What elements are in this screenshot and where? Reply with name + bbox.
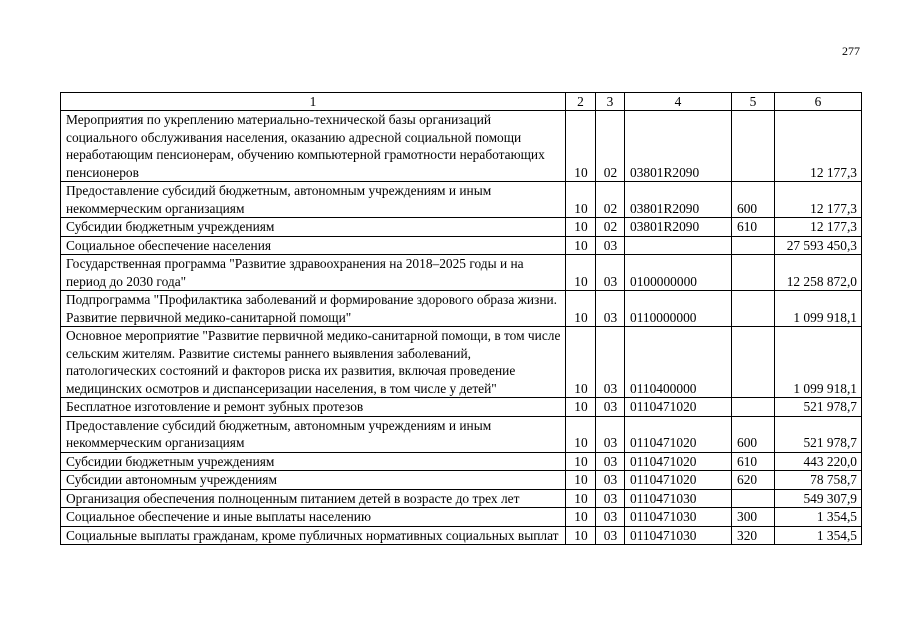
row-code: 0100000000 bbox=[625, 255, 732, 291]
row-type bbox=[732, 291, 775, 327]
table-row bbox=[61, 291, 862, 327]
row-amount: 1 099 918,1 bbox=[775, 327, 862, 398]
row-name: Бесплатное изготовление и ремонт зубных протезов bbox=[61, 398, 566, 417]
row-code: 0110000000 bbox=[625, 291, 732, 327]
row-name: Социальные выплаты гражданам, кроме публичных нормативных социальных выплат bbox=[61, 526, 566, 545]
row-code: 0110471020 bbox=[625, 398, 732, 417]
row-code: 0110400000 bbox=[625, 327, 732, 398]
row-section: 10 bbox=[566, 111, 596, 182]
row-amount: 549 307,9 bbox=[775, 489, 862, 508]
row-section: 10 bbox=[566, 471, 596, 490]
row-type: 600 bbox=[732, 182, 775, 218]
row-section: 10 bbox=[566, 452, 596, 471]
table-row bbox=[61, 416, 862, 452]
header-cell-subsection: 3 bbox=[596, 93, 625, 111]
header-cell-section: 2 bbox=[566, 93, 596, 111]
row-name: Предоставление субсидий бюджетным, автономным учреждениям и иным некоммерческим организациям bbox=[61, 182, 566, 218]
page-number: 277 bbox=[842, 44, 860, 58]
row-code: 0110471020 bbox=[625, 471, 732, 490]
table-row bbox=[61, 508, 862, 527]
row-name: Субсидии бюджетным учреждениям bbox=[61, 218, 566, 237]
table-row bbox=[61, 398, 862, 417]
row-amount: 521 978,7 bbox=[775, 416, 862, 452]
table-header-row bbox=[61, 93, 862, 111]
row-type: 600 bbox=[732, 416, 775, 452]
row-amount: 12 177,3 bbox=[775, 182, 862, 218]
row-subsection: 02 bbox=[596, 111, 625, 182]
row-type bbox=[732, 111, 775, 182]
row-type bbox=[732, 327, 775, 398]
row-section: 10 bbox=[566, 526, 596, 545]
table-row bbox=[61, 218, 862, 237]
row-code: 0110471030 bbox=[625, 489, 732, 508]
row-amount: 12 177,3 bbox=[775, 111, 862, 182]
table-row bbox=[61, 327, 862, 398]
row-type bbox=[732, 255, 775, 291]
row-amount: 12 177,3 bbox=[775, 218, 862, 237]
table-row bbox=[61, 489, 862, 508]
row-name: Предоставление субсидий бюджетным, автономным учреждениям и иным некоммерческим организациям bbox=[61, 416, 566, 452]
row-name: Основное мероприятие "Развитие первичной медико-санитарной помощи, в том числе сельским жителям. Развитие системы раннего выявления заболеваний, патологических состояний и факторов риска их развития, включая проведение медицинских осмотров и диспансеризации населения, в том числе у детей" bbox=[61, 327, 566, 398]
row-type: 610 bbox=[732, 218, 775, 237]
row-subsection: 03 bbox=[596, 489, 625, 508]
row-amount: 1 099 918,1 bbox=[775, 291, 862, 327]
row-subsection: 03 bbox=[596, 236, 625, 255]
row-section: 10 bbox=[566, 398, 596, 417]
row-code: 0110471030 bbox=[625, 526, 732, 545]
row-section: 10 bbox=[566, 182, 596, 218]
row-type: 300 bbox=[732, 508, 775, 527]
row-subsection: 03 bbox=[596, 291, 625, 327]
row-name: Мероприятия по укреплению материально-технической базы организаций социального обслуживания населения, оказанию адресной социальной помощи неработающим пенсионерам, обучению компьютерной грамотности неработающих пенсионеров bbox=[61, 111, 566, 182]
table-row bbox=[61, 526, 862, 545]
row-section: 10 bbox=[566, 236, 596, 255]
row-amount: 12 258 872,0 bbox=[775, 255, 862, 291]
row-name: Организация обеспечения полноценным питанием детей в возрасте до трех лет bbox=[61, 489, 566, 508]
table-row bbox=[61, 182, 862, 218]
table-row bbox=[61, 111, 862, 182]
row-subsection: 03 bbox=[596, 398, 625, 417]
row-type bbox=[732, 236, 775, 255]
row-subsection: 03 bbox=[596, 416, 625, 452]
row-type: 610 bbox=[732, 452, 775, 471]
budget-table bbox=[60, 92, 862, 545]
row-subsection: 03 bbox=[596, 471, 625, 490]
row-section: 10 bbox=[566, 489, 596, 508]
row-code: 03801R2090 bbox=[625, 218, 732, 237]
row-subsection: 03 bbox=[596, 508, 625, 527]
row-subsection: 03 bbox=[596, 255, 625, 291]
row-subsection: 02 bbox=[596, 218, 625, 237]
row-section: 10 bbox=[566, 291, 596, 327]
row-subsection: 03 bbox=[596, 452, 625, 471]
table-row bbox=[61, 471, 862, 490]
header-cell-code: 4 bbox=[625, 93, 732, 111]
row-section: 10 bbox=[566, 416, 596, 452]
header-cell-type: 5 bbox=[732, 93, 775, 111]
row-subsection: 02 bbox=[596, 182, 625, 218]
table-row bbox=[61, 255, 862, 291]
row-code bbox=[625, 236, 732, 255]
table-row bbox=[61, 236, 862, 255]
row-amount: 27 593 450,3 bbox=[775, 236, 862, 255]
row-section: 10 bbox=[566, 327, 596, 398]
row-name: Социальное обеспечение населения bbox=[61, 236, 566, 255]
header-cell-name: 1 bbox=[61, 93, 566, 111]
row-type: 320 bbox=[732, 526, 775, 545]
row-code: 03801R2090 bbox=[625, 111, 732, 182]
row-name: Государственная программа "Развитие здравоохранения на 2018–2025 годы и на период до 2030 года" bbox=[61, 255, 566, 291]
row-amount: 78 758,7 bbox=[775, 471, 862, 490]
row-code: 0110471020 bbox=[625, 452, 732, 471]
row-type: 620 bbox=[732, 471, 775, 490]
row-amount: 1 354,5 bbox=[775, 526, 862, 545]
row-subsection: 03 bbox=[596, 327, 625, 398]
row-amount: 443 220,0 bbox=[775, 452, 862, 471]
row-amount: 1 354,5 bbox=[775, 508, 862, 527]
header-cell-amount: 6 bbox=[775, 93, 862, 111]
row-section: 10 bbox=[566, 255, 596, 291]
table-row bbox=[61, 452, 862, 471]
row-code: 0110471020 bbox=[625, 416, 732, 452]
row-code: 03801R2090 bbox=[625, 182, 732, 218]
row-subsection: 03 bbox=[596, 526, 625, 545]
row-name: Социальное обеспечение и иные выплаты населению bbox=[61, 508, 566, 527]
row-name: Субсидии бюджетным учреждениям bbox=[61, 452, 566, 471]
row-section: 10 bbox=[566, 218, 596, 237]
row-name: Субсидии автономным учреждениям bbox=[61, 471, 566, 490]
row-type bbox=[732, 489, 775, 508]
row-name: Подпрограмма "Профилактика заболеваний и формирование здорового образа жизни. Развитие первичной медико-санитарной помощи" bbox=[61, 291, 566, 327]
row-type bbox=[732, 398, 775, 417]
row-section: 10 bbox=[566, 508, 596, 527]
row-amount: 521 978,7 bbox=[775, 398, 862, 417]
row-code: 0110471030 bbox=[625, 508, 732, 527]
